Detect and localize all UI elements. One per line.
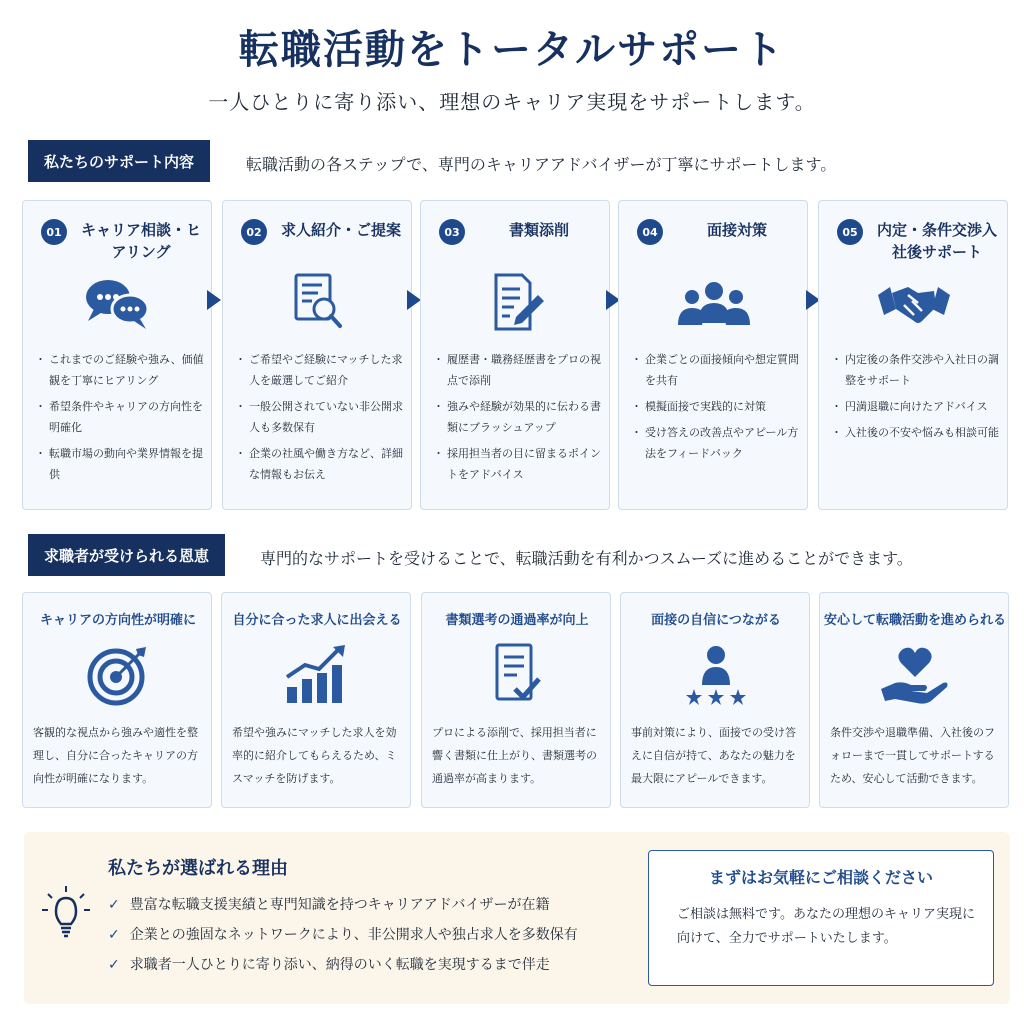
benefit-card-5 <box>819 592 1009 808</box>
benefit-card-4 <box>620 592 810 808</box>
checked-document-icon <box>477 643 557 707</box>
handshake-icon <box>874 271 954 335</box>
benefit-title: 安心して転職活動を進められる <box>824 613 1007 628</box>
growth-chart-icon <box>277 643 357 707</box>
step-item-list <box>833 349 1005 448</box>
reason-text: 豊富な転職支援実績と専門知識を持つキャリアアドバイザーが在籍 <box>129 897 550 913</box>
step-card-2 <box>222 200 412 510</box>
cta-title[interactable]: まずはお気軽にご相談ください <box>708 868 933 887</box>
page-title: 転職活動をトータルサポート <box>239 26 785 73</box>
benefit-card-1 <box>22 592 212 808</box>
target-icon <box>78 643 158 707</box>
benefit-text: 客観的な視点から強みや適性を整理し、自分に合ったキャリアの方向性が明確になります。 <box>33 726 198 785</box>
benefit-title: キャリアの方向性が明確に <box>39 613 196 628</box>
chevron-right-icon <box>207 290 221 310</box>
step-card-1 <box>22 200 212 510</box>
check-icon: ✓ <box>108 957 120 973</box>
list-item <box>108 920 628 950</box>
check-icon: ✓ <box>108 927 120 943</box>
list-item: ・ 企業ごとの面接傾向や想定質問を共有 <box>633 349 805 391</box>
step-item-list <box>435 349 607 490</box>
chevron-right-icon <box>407 290 421 310</box>
list-item: ・ 希望条件やキャリアの方向性を明確化 <box>37 396 209 438</box>
document-search-icon <box>278 271 358 335</box>
step-number: 05 <box>837 219 863 245</box>
list-item: ・ これまでのご経験や強み、価値観を丁寧にヒアリング <box>37 349 209 391</box>
list-item: ・ 円満退職に向けたアドバイス <box>833 396 1005 417</box>
lightbulb-icon <box>42 884 90 944</box>
page-subtitle: 一人ひとりに寄り添い、理想のキャリア実現をサポートします。 <box>208 90 816 114</box>
support-section-heading: 私たちのサポート内容 <box>28 140 210 182</box>
list-item: ・ 入社後の不安や悩みも相談可能 <box>833 422 1005 443</box>
benefit-text: 希望や強みにマッチした求人を効率的に紹介してもらえるため、ミスマッチを防げます。 <box>232 726 397 785</box>
check-icon: ✓ <box>108 897 120 913</box>
reasons-panel <box>24 832 1010 1004</box>
step-number: 04 <box>637 219 663 245</box>
benefit-title: 自分に合った求人に出会える <box>232 613 402 628</box>
list-item: ・ 強みや経験が効果的に伝わる書類にブラッシュアップ <box>435 396 607 438</box>
list-item: ・ 転職市場の動向や業界情報を提供 <box>37 443 209 485</box>
step-card-3 <box>420 200 610 510</box>
chat-bubbles-icon <box>78 271 158 335</box>
benefits-section-heading: 求職者が受けられる恩恵 <box>28 534 225 576</box>
benefit-title: 書類選考の通過率が向上 <box>445 613 589 628</box>
reason-text: 企業との強固なネットワークにより、非公開求人や独占求人を多数保有 <box>129 927 578 943</box>
benefit-text: プロによる添削で、採用担当者に響く書類に仕上がり、書類選考の通過率が高まります。 <box>432 726 597 785</box>
step-number: 03 <box>439 219 465 245</box>
list-item: ・ 採用担当者の目に留まるポイントをアドバイス <box>435 443 607 485</box>
step-title: 求人紹介・ご提案 <box>280 221 401 239</box>
list-item: ・ 企業の社風や働き方など、詳細な情報もお伝え <box>237 443 409 485</box>
step-title: キャリア相談・ヒアリング <box>80 221 201 261</box>
benefit-card-3 <box>421 592 611 808</box>
list-item: ・ 履歴書・職務経歴書をプロの視点で添削 <box>435 349 607 391</box>
step-item-list <box>633 349 805 469</box>
step-title: 面接対策 <box>706 221 767 239</box>
benefit-text: 事前対策により、面接での受け答えに自信が持て、あなたの魅力を最大限にアピールできます。 <box>631 726 796 785</box>
step-number: 01 <box>41 219 67 245</box>
step-title: 内定・条件交渉入社後サポート <box>876 221 997 261</box>
step-card-5 <box>818 200 1008 510</box>
reasons-list <box>108 890 628 980</box>
step-title: 書類添削 <box>508 221 569 239</box>
benefits-section-description: 専門的なサポートを受けることで、転職活動を有利かつスムーズに進めることができます。 <box>260 549 913 568</box>
list-item: ・ 受け答えの改善点やアピール方法をフィードバック <box>633 422 805 464</box>
consultation-cta-box[interactable] <box>648 850 994 986</box>
heart-hand-icon <box>875 643 955 707</box>
step-number: 02 <box>241 219 267 245</box>
list-item <box>108 950 628 980</box>
document-edit-icon <box>476 271 556 335</box>
support-section-description: 転職活動の各ステップで、専門のキャリアアドバイザーが丁寧にサポートします。 <box>246 155 837 174</box>
step-card-4 <box>618 200 808 510</box>
people-group-icon <box>674 271 754 335</box>
reasons-title: 私たちが選ばれる理由 <box>108 858 288 879</box>
reason-text: 求職者一人ひとりに寄り添い、納得のいく転職を実現するまで伴走 <box>129 957 550 973</box>
list-item: ・ 内定後の条件交渉や入社日の調整をサポート <box>833 349 1005 391</box>
cta-text: ご相談は無料です。あなたの理想のキャリア実現に向けて、全力でサポートいたします。 <box>677 907 975 946</box>
step-item-list <box>37 349 209 490</box>
list-item <box>108 890 628 920</box>
step-item-list <box>237 349 409 490</box>
benefit-title: 面接の自信につながる <box>651 613 781 628</box>
list-item: ・ ご希望やご経験にマッチした求人を厳選してご紹介 <box>237 349 409 391</box>
list-item: ・ 模擬面接で実践的に対策 <box>633 396 805 417</box>
benefit-text: 条件交渉や退職準備、入社後のフォローまで一貫してサポートするため、安心して活動できます。 <box>830 726 995 785</box>
benefit-card-2 <box>221 592 411 808</box>
list-item: ・ 一般公開されていない非公開求人も多数保有 <box>237 396 409 438</box>
person-stars-icon <box>676 643 756 707</box>
